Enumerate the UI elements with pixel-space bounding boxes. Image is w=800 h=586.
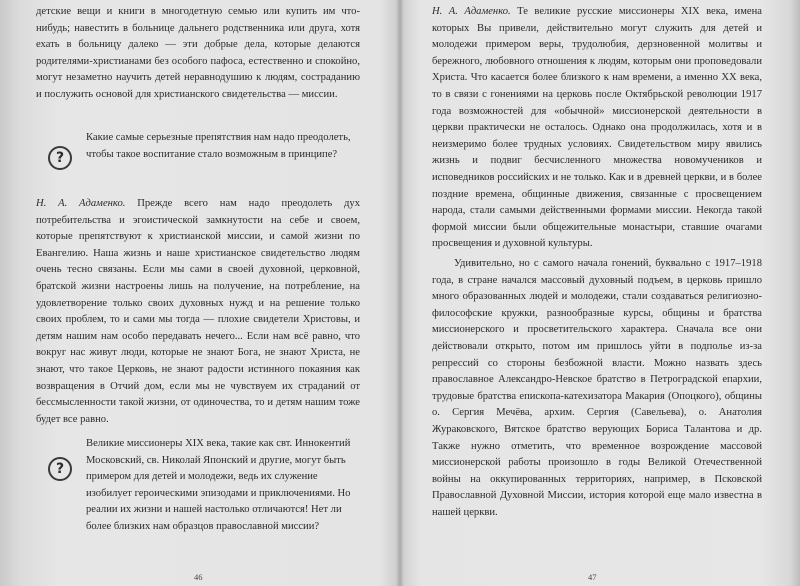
answer-1-author: Н. А. Адаменко. — [36, 198, 126, 209]
left-top-paragraph: детские вещи и книги в многодетную семью или купить им что-нибудь; навестить в больнице дальнего родственника или друга, хотя ехать в больницу далеко — эти добрые дела, которые делаются родителями-христианами без особого пафоса, естественно и спокойно, могут незаметно научить детей неравнодушию к людям, состраданию и послужить основой для христианского свидетельства — миссии. — [36, 6, 360, 100]
right-paragraph-2: Удивительно, но с самого начала гонений, буквально с 1917–1918 года, в стране начался массовый духовный подъем, в церковь пришло много образованных людей и молодежи, стали создаваться религиозно-философские кружки, разнообразные курсы, общины и братства миссионерского и просветительского характера. Сначала все они действовали открыто, потом им пришлось уйти в подполье из-за репрессий со стороны безбожной власти. Можно назвать здесь православное Александро-Невское братство в Петроградской епархии, трудовые братства епископа-катехизатора Макария (Опоцкого), общины о. Сергия Мечёва, архим. Сергия (Савельева), о. Анатолия Жураковского, Вятское братство верующих Бориса Талантова и др. Также нужно отметить, что временное возрождение массовой миссионерской работы произошло в годы Великой Отечественной войны на оккупированных территориях, например, в Псковской Православной Духовной Миссии, история которой еще мало известна в нашей церкви. — [432, 258, 762, 518]
answer-1-text: Прежде всего нам надо преодолеть дух потребительства и эгоистической замкнутости на себе и своем, которые препятствуют к христианской миссии, и самой жизни по Евангелию. Наша жизнь и наше христианское свидетельство людям очень тесно связаны. Если мы сами в своей духовной, церковной, братской жизни настроены лишь на получение, на потребление, на удовлетворение только своих духовных нужд и на решение только своих проблем, то и сами мы тогда — плохие свидетели Христовы, и детям нашим нам особо передавать нечего... Если нам всё равно, что вокруг нас живут люди, которые не знают Бога, не знают Христа, не знают, что такое Церковь, не знают радости истинного покаяния как возвращения в Отчий дом, если мы не чувствуем их страданий от бессмысленности такой жизни, от одиночества, то и детям нашим тоже будет все равно. — [36, 198, 361, 425]
question-icon: ? — [48, 457, 72, 481]
answer-2 — [432, 4, 762, 253]
page-number-right: 47 — [588, 572, 597, 582]
question-icon: ? — [48, 146, 72, 170]
question-2: Великие миссионеры XIX века, такие как свт. Иннокентий Московский, св. Николай Японский и другие, могут быть примером для детей и молодежи, ведь их служение изобилует героическими эпизодами и приключениями. Но реалии их жизни и нашей настолько отличаются! Нет ли более близких нам образцов православной миссии? — [86, 438, 351, 532]
answer-2-author: Н. А. Адаменко. — [432, 6, 511, 17]
page-number-left: 46 — [194, 572, 203, 582]
answer-1 — [36, 196, 360, 428]
question-1: Какие самые серьезные препятствия нам надо преодолеть, чтобы такое воспитание стало возможным в принципе? — [86, 132, 351, 160]
right-page — [402, 0, 800, 586]
left-page — [0, 0, 398, 586]
answer-2-text: Те великие русские миссионеры XIX века, имена которых Вы привели, действительно могут служить для детей и молодежи примером веры, трудолюбия, дерзновенной молитвы и бережного, любовного отношения к людям, которым они проповедовали Христа. Что касается более близкого к нам времени, а именно XX века, то в связи с гонениями на церковь после Октябрьской революции 1917 года возможностей для «обычной» миссионерской деятельности в церкви практически не осталось. Однако она продолжилась, хотя и в неизмеримо более трудных условиях. Свидетельством миру явились жизнь и подвиг бесчисленного множества новомучеников и исповедников российских и не только. Как и в древней церкви, и в более поздние времена, общинные движения, связанные с просвещением народа, стали самыми действенными формами миссии. Некогда такой формой миссии были общежительные монастыри, ставшие очагами просвещения и духовной культуры. — [432, 6, 763, 250]
